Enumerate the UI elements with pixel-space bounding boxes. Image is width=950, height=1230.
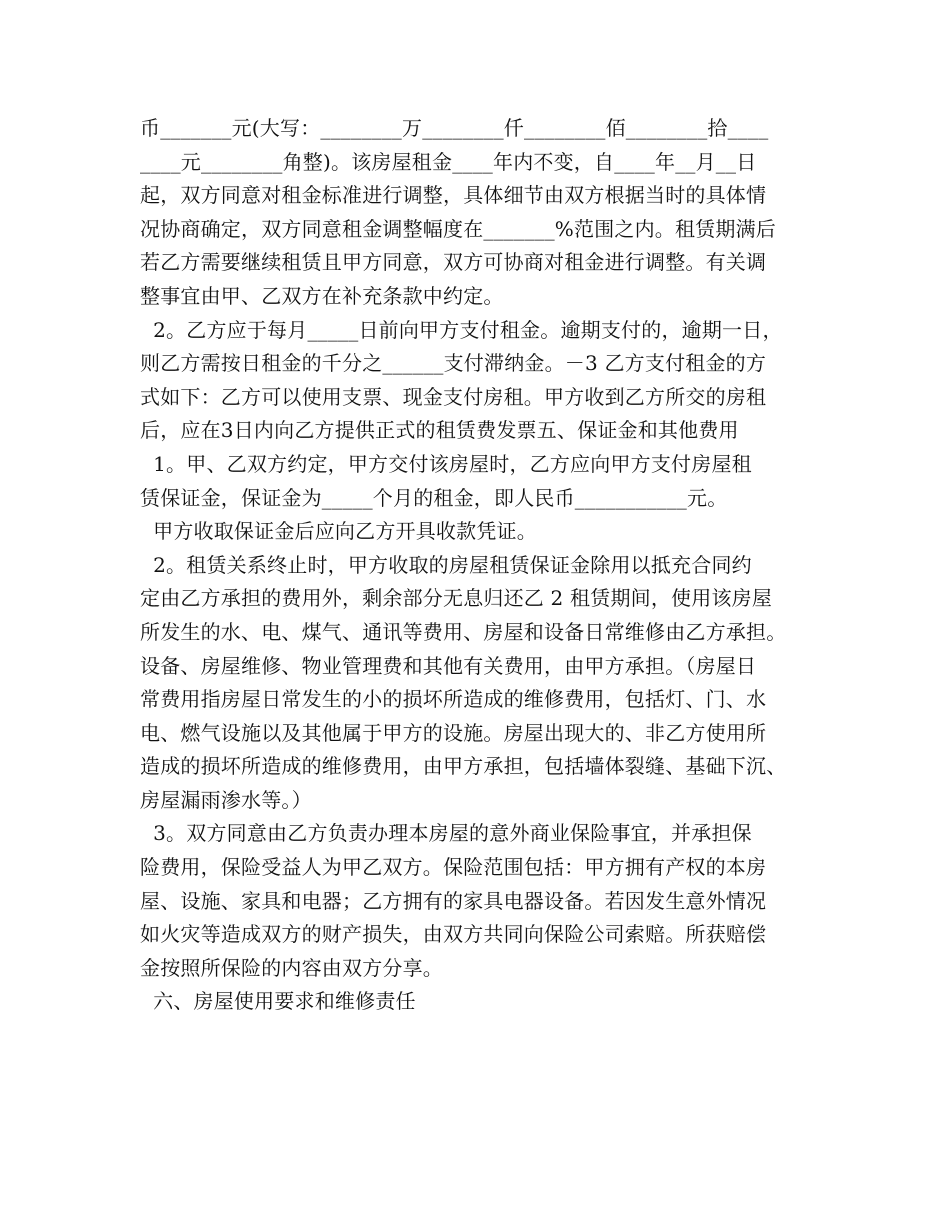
text-line: ____元________角整)。该房屋租金____年内不变，自____年__月__日 — [140, 149, 757, 174]
text-line: 常费用指房屋日常发生的小的损坏所造成的维修费用，包括灯、门、水 — [140, 687, 767, 712]
text-line: 甲方收取保证金后应向乙方开具收款凭证。 — [140, 519, 537, 544]
text-line: 电、燃气设施以及其他属于甲方的设施。房屋出现大的、非乙方使用所 — [140, 720, 767, 745]
text-line: 赁保证金，保证金为_____个月的租金，即人民币___________元。 — [140, 485, 728, 510]
text-line: 整事宜由甲、乙双方在补充条款中约定。 — [140, 283, 504, 308]
text-line: 险费用，保险受益人为甲乙双方。保险范围包括：甲方拥有产权的本房 — [140, 855, 767, 880]
text-line: 3。双方同意由乙方负责办理本房屋的意外商业保险事宜，并承担保 — [140, 821, 752, 846]
text-line: 所发生的水、电、煤气、通讯等费用、房屋和设备日常维修由乙方承担。 — [140, 619, 787, 644]
text-line: 如火灾等造成双方的财产损失，由双方共同向保险公司索赔。所获赔偿 — [140, 922, 767, 947]
text-line: 若乙方需要继续租赁且甲方同意，双方可协商对租金进行调整。有关调 — [140, 250, 767, 275]
text-line: 金按照所保险的内容由双方分享。 — [140, 955, 443, 980]
text-line: 2。租赁关系终止时，甲方收取的房屋租赁保证金除用以抵充合同约 — [140, 552, 752, 577]
text-line: 定由乙方承担的费用外，剩余部分无息归还乙 2 租赁期间，使用该房屋 — [140, 586, 773, 611]
text-line: 币_______元(大写：________万________仟________佰________拾____ — [140, 116, 769, 140]
text-line: 后，应在3日内向乙方提供正式的租赁费发票五、保证金和其他费用 — [140, 418, 739, 443]
text-line: 造成的损坏所造成的维修费用，由甲方承担，包括墙体裂缝、基础下沉、 — [140, 754, 787, 779]
contract-text — [140, 112, 830, 1019]
text-line: 屋、设施、家具和电器；乙方拥有的家具电器设备。若因发生意外情况 — [140, 888, 767, 913]
text-line: 房屋漏雨渗水等。） — [140, 787, 312, 812]
text-line: 2。乙方应于每月_____日前向甲方支付租金。逾期支付的，逾期一日， — [140, 317, 783, 342]
section-heading: 六、房屋使用要求和维修责任 — [140, 989, 416, 1014]
text-line: 1。甲、乙双方约定，甲方交付该房屋时，乙方应向甲方支付房屋租 — [140, 451, 752, 476]
text-line: 设备、房屋维修、物业管理费和其他有关费用，由甲方承担。（房屋日 — [140, 653, 757, 678]
text-line: 式如下：乙方可以使用支票、现金支付房租。甲方收到乙方所交的房租 — [140, 384, 767, 409]
text-line: 则乙方需按日租金的千分之______支付滞纳金。－3 乙方支付租金的方 — [140, 351, 767, 376]
text-line: 起，双方同意对租金标准进行调整，具体细节由双方根据当时的具体情 — [140, 183, 767, 208]
text-line: 况协商确定，双方同意租金调整幅度在_______%范围之内。租赁期满后 — [140, 216, 777, 241]
